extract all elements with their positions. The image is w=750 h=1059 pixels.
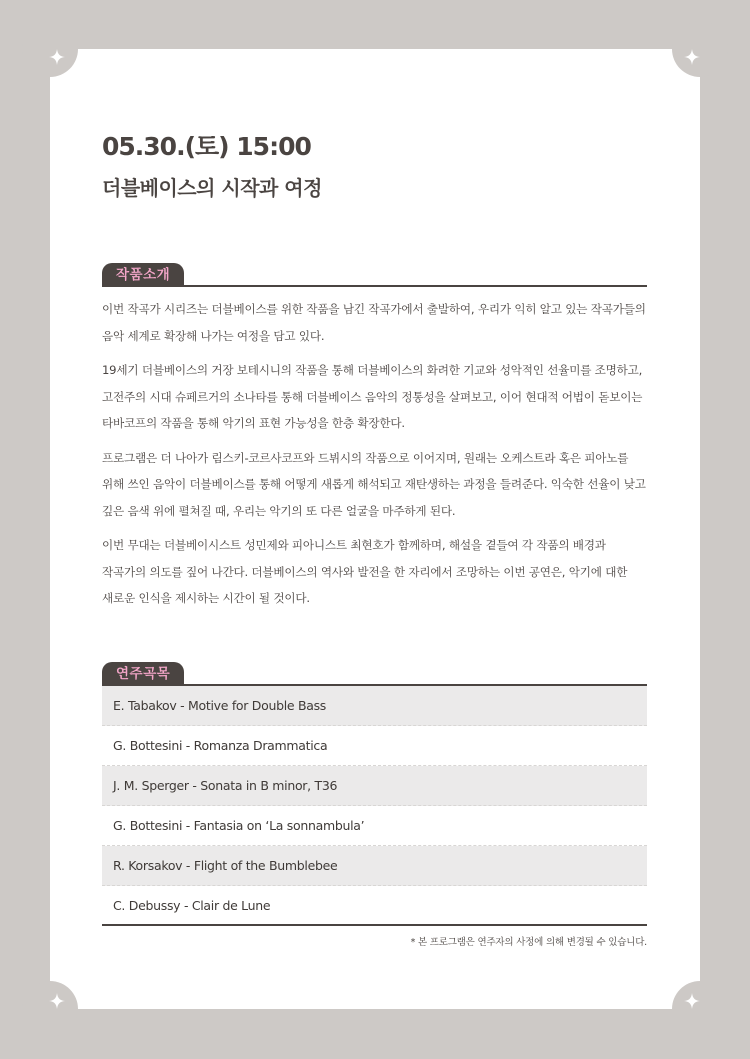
section-tab-program: 연주곡목: [102, 662, 184, 686]
sparkle-icon: [49, 49, 65, 65]
corner-cutout-bottom-left: [22, 981, 78, 1037]
corner-cutout-bottom-right: [672, 981, 728, 1037]
intro-paragraph: 이번 작곡가 시리즈는 더블베이스를 위한 작품을 남긴 작곡가에서 출발하여, 우리가 익히 알고 있는 작곡가들의 음악 세계로 확장해 나가는 여정을 담고 있다.: [102, 302, 646, 343]
intro-paragraph: 이번 무대는 더블베이시스트 성민제와 피아니스트 최현호가 함께하며, 해설을 곁들여 각 작품의 배경과 작곡가의 의도를 짚어 나간다. 더블베이스의 역사와 발전을 한 자리에서 조망하는 이번 공연은, 악기에 대한 새로운 인식을 제시하는 시간이 될 것이다.: [102, 538, 628, 605]
sparkle-icon: [49, 993, 65, 1009]
sparkle-icon: [684, 993, 700, 1009]
program-item: R. Korsakov - Flight of the Bumblebee: [102, 846, 647, 886]
section-header: [102, 663, 647, 686]
intro-paragraph: 프로그램은 더 나아가 림스키-코르사코프와 드뷔시의 작품으로 이어지며, 원래는 오케스트라 혹은 피아노를 위해 쓰인 음악이 더블베이스를 통해 어떻게 새롭게 해석되고 재탄생하는 과정을 들려준다. 익숙한 선율이 낮고 깊은 음색 위에 펼쳐질 때, 우리는 악기의 또 다른 얼굴을 마주하게 된다.: [102, 450, 646, 518]
program-list: [102, 686, 647, 926]
sparkle-icon: [684, 49, 700, 65]
program-section: [102, 663, 647, 948]
program-item: C. Debussy - Clair de Lune: [102, 886, 647, 926]
intro-section: [102, 264, 647, 620]
program-item: G. Bottesini - Romanza Drammatica: [102, 726, 647, 766]
corner-cutout-top-right: [672, 21, 728, 77]
section-header: [102, 264, 647, 287]
program-footnote: * 본 프로그램은 연주자의 사정에 의해 변경될 수 있습니다.: [410, 937, 647, 948]
intro-body: [102, 296, 647, 612]
concert-title: 더블베이스의 시작과 여정: [102, 176, 322, 200]
program-item: E. Tabakov - Motive for Double Bass: [102, 686, 647, 726]
concert-date-time: 05.30.(토) 15:00: [102, 132, 311, 161]
program-item: J. M. Sperger - Sonata in B minor, T36: [102, 766, 647, 806]
section-tab-intro: 작품소개: [102, 263, 184, 287]
program-item: G. Bottesini - Fantasia on ‘La sonnambula’: [102, 806, 647, 846]
intro-paragraph: 19세기 더블베이스의 거장 보테시니의 작품을 통해 더블베이스의 화려한 기교와 성악적인 선율미를 조명하고, 고전주의 시대 슈페르거의 소나타를 통해 더블베이스 음악의 정통성을 살펴보고, 이어 현대적 어법이 돋보이는 타바코프의 작품을 통해 악기의 표현 가능성을 한층 확장한다.: [102, 363, 643, 430]
